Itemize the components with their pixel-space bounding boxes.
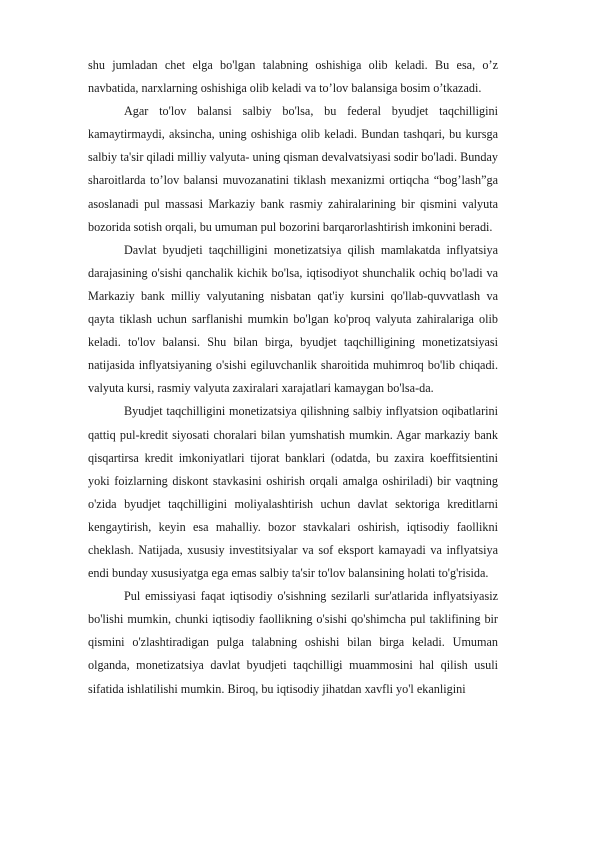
paragraph-continuation: shu jumladan chet elga bo'lgan talabning oshishiga olib keladi. Bu esa, o’z navbatida, narxlarning oshishiga olib keladi va to’lov balansiga bosim o’tkazadi. [88, 58, 498, 96]
paragraph-inflation-policy: Byudjet taqchilligini monetizatsiya qilishning salbiy inflyatsion oqibatlarini qattiq pul-kredit siyosati choralari bilan yumshatish mumkin. Agar markaziy bank qisqartirsa kredit imkoniyatlari tijorat banklari (odatda, bu zaxira koeffitsientini yoki foizlarning diskont stavkasini oshirish orqali amalga oshiriladi) bir vaqtning o'zida byudjet taqchilligini moliyalashtirish uchun davlat sektoriga kreditlarni kengaytirish, keyin esa mahalliy. bozor stavkalari oshirish, iqtisodiy faollikni cheklash. Natijada, xususiy investitsiyalar va sof eksport kamayadi va inflyatsiya endi bunday xususiyatga ega emas salbiy ta'sir to'lov balansining holati to'g'risida. [88, 404, 498, 581]
paragraph-monetization: Davlat byudjeti taqchilligini monetizatsiya qilish mamlakatda inflyatsiya darajasining o'sishi qanchalik kichik bo'lsa, iqtisodiyot shunchalik ochiq bo'ladi va Markaziy bank milliy valyutaning nisbatan qat'iy kursini qo'llab-quvvatlash va qayta tiklash uchun sarflanishi mumkin bo'lgan ko'proq valyuta zahiralariga olib keladi. to'lov balansi. Shu bilan birga, byudjet taqchilligining monetizatsiyasi natijasida inflyatsiyaning o'sishi egiluvchanlik sharoitida muhimroq bo'lib chiqadi. valyuta kursi, rasmiy valyuta zaxiralari xarajatlari kamaygan bo'lsa-da. [88, 242, 498, 396]
paragraph-balance-deficit: Agar to'lov balansi salbiy bo'lsa, bu federal byudjet taqchilligini kamaytirmaydi, aksincha, uning oshishiga olib keladi. Bundan tashqari, bu kursga salbiy ta'sir qiladi milliy valyuta- uning qisman devalvatsiyasi sodir bo'ladi. Bunday sharoitlarda to’lov balansi muvozanatini tiklash mexanizmi ortiqcha “bog’lash”ga asoslanadi pul massasi Markaziy bank rasmiy zahiralarining bir qismini valyuta bozorida sotish orqali, bu umuman pul bozorini barqarorlashtirish imkonini beradi. [88, 104, 498, 234]
paragraph-money-emission: Pul emissiyasi faqat iqtisodiy o'sishning sezilarli sur'atlarida inflyatsiyasiz bo'lishi mumkin, chunki iqtisodiy faollikning o'sishi qo'shimcha pul taklifining bir qismini o'zlashtiradigan pulga talabning oshishi bilan birga keladi. Umuman olganda, monetizatsiya davlat byudjeti taqchilligi muammosini hal qilish usuli sifatida ishlatilishi mumkin. Biroq, bu iqtisodiy jihatdan xavfli yo'l ekanligini [88, 589, 498, 696]
document-page [88, 54, 498, 701]
